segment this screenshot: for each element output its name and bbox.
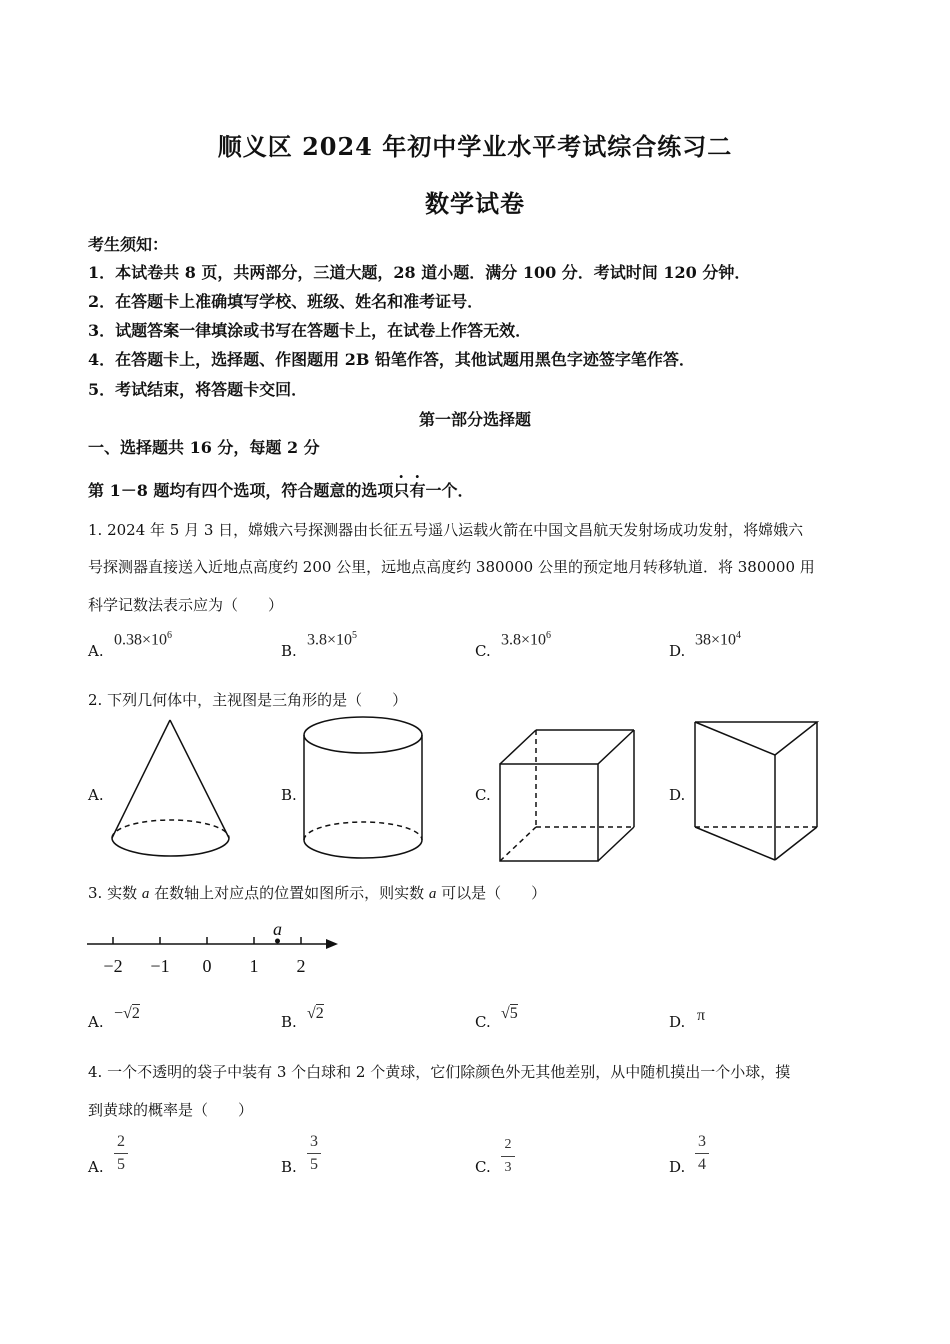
notice-item-5: 5．考试结束，将答题卡交回． bbox=[88, 380, 308, 399]
notice-item-4: 4．在答题卡上，选择题、作图题用 2B 铅笔作答，其他试题用黑色字迹签字笔作答． bbox=[88, 350, 695, 369]
notice-item-1: 1．本试卷共 8 页，共两部分，三道大题，28 道小题．满分 100 分．考试时间 120 分钟． bbox=[88, 263, 751, 282]
q2-text: 2. 下列几何体中，主视图是三角形的是（ ） bbox=[88, 691, 408, 709]
page-title: 顺义区 2024 年初中学业水平考试综合练习二 bbox=[217, 132, 733, 161]
section-instruction: 第 1－8 题均有四个选项，符合题意的选项只有一个． bbox=[88, 481, 474, 500]
notice-heading: 考生须知： bbox=[88, 235, 169, 254]
q4-text-line2: 到黄球的概率是（ ） bbox=[88, 1101, 254, 1119]
emphasis-char: 只 bbox=[393, 481, 410, 500]
q4-text-line1: 4. 一个不透明的袋子中装有 3 个白球和 2 个黄球，它们除颜色外无其他差别，从中随机摸出一个小球，摸 bbox=[88, 1063, 791, 1081]
q1-text-line3: 科学记数法表示应为（ ） bbox=[88, 596, 284, 614]
number-line-tick-label: 2 bbox=[296, 956, 306, 976]
section-heading: 一、选择题共 16 分，每题 2 分 bbox=[88, 438, 320, 457]
q2-option-b-label[interactable]: B. bbox=[281, 786, 297, 804]
q2-option-a-label[interactable]: A. bbox=[88, 786, 104, 804]
q1-text-line2: 号探测器直接送入近地点高度约 200 公里，远地点高度约 380000 公里的预定地月转移轨道．将 380000 用 bbox=[88, 558, 815, 576]
number-line-tick-label: 1 bbox=[249, 956, 259, 976]
number-line-tick-label: −2 bbox=[103, 956, 123, 976]
notice-item-2: 2．在答题卡上准确填写学校、班级、姓名和准考证号． bbox=[88, 292, 484, 311]
q2-option-c-label[interactable]: C. bbox=[475, 786, 491, 804]
number-line-tick-label: 0 bbox=[202, 956, 212, 976]
q3-text: 3. 实数 a 在数轴上对应点的位置如图所示，则实数 a 可以是（ ） bbox=[88, 884, 547, 902]
number-line-point-label: a bbox=[273, 919, 282, 939]
notice-item-3: 3．试题答案一律填涂或书写在答题卡上，在试卷上作答无效． bbox=[88, 321, 532, 340]
page-subtitle: 数学试卷 bbox=[425, 189, 525, 218]
q2-option-d-label[interactable]: D. bbox=[669, 786, 686, 804]
part1-title: 第一部分选择题 bbox=[418, 410, 531, 429]
q1-text-line1: 1. 2024 年 5 月 3 日，嫦娥六号探测器由长征五号遥八运载火箭在中国文昌航天发射场成功发射，将嫦娥六 bbox=[88, 521, 804, 539]
number-line-arrow bbox=[326, 939, 338, 949]
number-line-point bbox=[275, 939, 280, 944]
emphasis-char: 有 bbox=[409, 481, 426, 500]
number-line-tick-label: −1 bbox=[150, 956, 170, 976]
